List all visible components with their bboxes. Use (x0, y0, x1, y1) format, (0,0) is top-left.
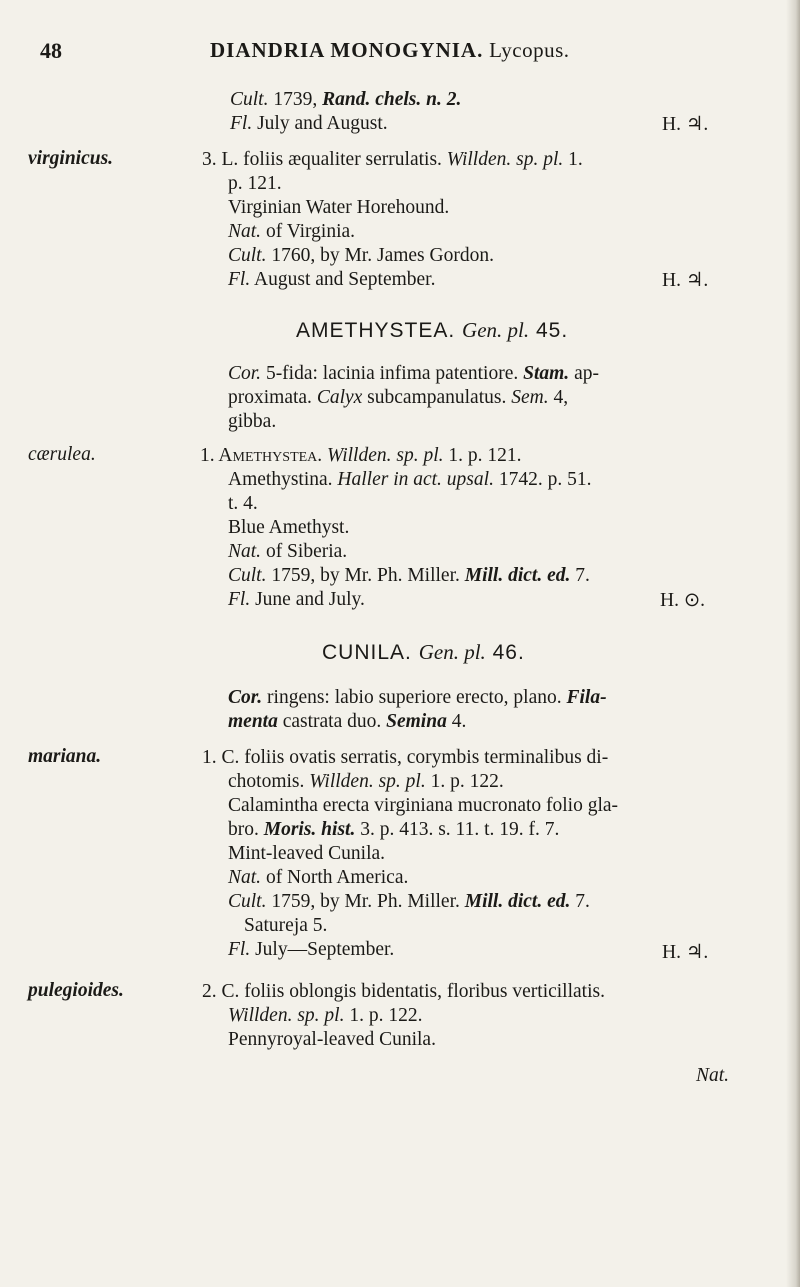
caerulea-fl: Fl. June and July. (228, 589, 365, 610)
cunila-desc-1: Cor. ringens: labio superiore erecto, plano. Fila- (228, 687, 607, 708)
catchword: Nat. (696, 1065, 730, 1086)
running-title-class: DIANDRIA MONOGYNIA. (210, 38, 484, 62)
virginicus-habit: H. ♃. (662, 270, 709, 291)
species-margin-caerulea: cærulea. (28, 444, 96, 465)
caerulea-line-3: t. 4. (228, 493, 258, 514)
mariana-cult: Cult. 1759, by Mr. Ph. Miller. Mill. dict. ed. 7. (228, 891, 590, 912)
mariana-common-name: Mint-leaved Cunila. (228, 843, 386, 864)
amethystea-desc-2: proximata. Calyx subcampanulatus. Sem. 4, (228, 387, 569, 408)
mariana-habit: H. ♃. (662, 942, 709, 963)
virginicus-cult: Cult. 1760, by Mr. James Gordon. (228, 245, 494, 266)
caerulea-habit: H. ⊙. (660, 590, 706, 611)
virginicus-common-name: Virginian Water Horehound. (228, 197, 450, 218)
species-margin-pulegioides: pulegioides. (28, 980, 124, 1001)
virginicus-line-1: 3. L. foliis æqualiter serrulatis. Willden. sp. pl. 1. (202, 149, 583, 170)
mariana-line-4: bro. Moris. hist. 3. p. 413. s. 11. t. 19. f. 7. (228, 819, 560, 840)
species-margin-mariana: mariana. (28, 746, 102, 767)
mariana-nat: Nat. of North America. (228, 867, 409, 888)
virginicus-nat: Nat. of Virginia. (228, 221, 356, 242)
mariana-line-2: chotomis. Willden. sp. pl. 1. p. 122. (228, 771, 504, 792)
mariana-line-1: 1. C. foliis ovatis serratis, corymbis terminalibus di- (202, 747, 609, 768)
genus-heading-cunila: CUNILA. Gen. pl. 46. (322, 640, 525, 664)
mariana-fl: Fl. July—September. (228, 939, 395, 960)
caerulea-nat: Nat. of Siberia. (228, 541, 348, 562)
virginicus-fl: Fl. August and September. (228, 269, 436, 290)
pulegioides-line-1: 2. C. foliis oblongis bidentatis, floribus verticillatis. (202, 981, 605, 1002)
mariana-line-3: Calamintha erecta virginiana mucronato folio gla- (228, 795, 619, 816)
caerulea-line-2: Amethystina. Haller in act. upsal. 1742. p. 51. (228, 469, 592, 490)
virginicus-line-2: p. 121. (228, 173, 282, 194)
caerulea-cult: Cult. 1759, by Mr. Ph. Miller. Mill. dict. ed. 7. (228, 565, 590, 586)
mariana-synonym: Satureja 5. (244, 915, 328, 936)
block1-cult-line: Cult. 1739, Rand. chels. n. 2. (230, 89, 462, 110)
pulegioides-common-name: Pennyroyal-leaved Cunila. (228, 1029, 436, 1050)
page-edge-shadow (786, 0, 800, 1287)
page-header (40, 38, 740, 68)
cunila-desc-2: menta castrata duo. Semina 4. (228, 711, 467, 732)
block1-habit: H. ♃. (662, 114, 709, 135)
genus-heading-amethystea: AMETHYSTEA. Gen. pl. 45. (296, 318, 569, 342)
pulegioides-line-2: Willden. sp. pl. 1. p. 122. (228, 1005, 423, 1026)
running-title-genus: Lycopus. (489, 38, 570, 62)
block1-fl-line: Fl. July and August. (230, 113, 388, 134)
caerulea-common-name: Blue Amethyst. (228, 517, 350, 538)
page-number: 48 (40, 38, 62, 63)
caerulea-line-1: 1. Amethystea. Willden. sp. pl. 1. p. 121. (200, 445, 522, 466)
amethystea-desc-1: Cor. 5-fida: lacinia infima patentiore. Stam. ap- (228, 363, 599, 384)
species-margin-virginicus: virginicus. (28, 148, 114, 169)
running-title (210, 38, 570, 63)
amethystea-desc-3: gibba. (228, 411, 277, 432)
